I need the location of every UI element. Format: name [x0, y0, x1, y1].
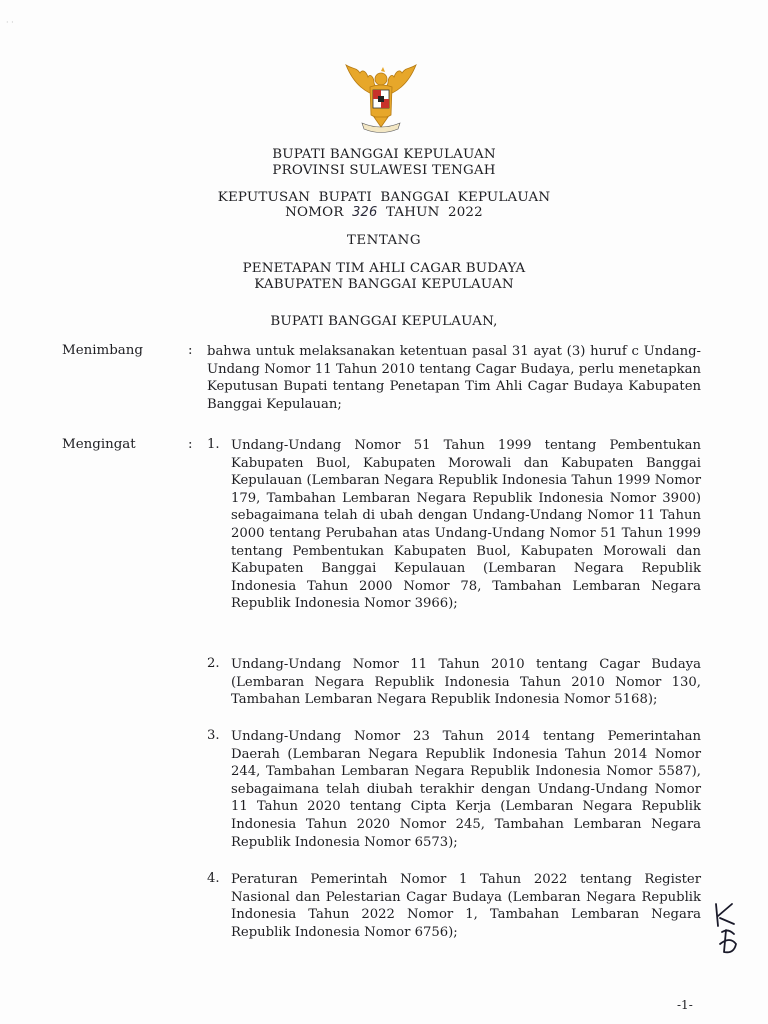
mengingat-item-text: Undang-Undang Nomor 11 Tahun 2010 tentang Cagar Budaya (Lembaran Negara Republik Indonesia Tahun 2010 Nomor 130, Tambahan Lembaran Negara Republik Indonesia Nomor 5168);: [231, 657, 701, 708]
mengingat-colon: :: [188, 437, 193, 452]
mengingat-item-number: 4.: [207, 871, 220, 886]
decree-number-line: [0, 205, 768, 220]
page-number: -1-: [677, 998, 693, 1012]
handwritten-initials-icon: [708, 900, 748, 956]
mengingat-label: Mengingat: [62, 437, 136, 452]
subject-line1: PENETAPAN TIM AHLI CAGAR BUDAYA: [242, 261, 526, 276]
menimbang-text: bahwa untuk melaksanakan ketentuan pasal 31 ayat (3) huruf c Undang-Undang Nomor 11 Tahun 2010 tentang Cagar Budaya, perlu menetapkan Keputusan Bupati tentang Penetapan Tim Ahli Cagar Budaya Kabupaten Banggai Kepulauan;: [207, 344, 701, 412]
decree-number-value: 326: [352, 205, 378, 220]
mengingat-item-number: 2.: [207, 656, 220, 671]
mengingat-item-text: Undang-Undang Nomor 51 Tahun 1999 tentang Pembentukan Kabupaten Buol, Kabupaten Morowali dan Kabupaten Banggai Kepulauan (Lembaran Negara Republik Indonesia Tahun 1999 Nomor 179, Tambahan Lembaran Negara Republik Indonesia Nomor 3900) sebagaimana telah di ubah dengan Undang-Undang Nomor 11 Tahun 2000 tentang Perubahan atas Undang-Undang Nomor 51 Tahun 1999 tentang Pembentukan Kabupaten Buol, Kabupaten Morowali dan Kabupaten Banggai Kepulauan (Lembaran Negara Republik Indonesia Tahun 2000 Nomor 78, Tambahan Lembaran Negara Republik Indonesia Nomor 3966);: [231, 438, 701, 612]
garuda-emblem-icon: [336, 57, 426, 137]
mengingat-item-number: 3.: [207, 728, 220, 743]
subject-line2: KABUPATEN BANGGAI KEPULAUAN: [254, 277, 514, 292]
issuer-line: BUPATI BANGGAI KEPULAUAN,: [270, 314, 498, 329]
mengingat-item-number: 1.: [207, 437, 220, 452]
mengingat-item-text: Peraturan Pemerintah Nomor 1 Tahun 2022 tentang Register Nasional dan Pelestarian Cagar Budaya (Lembaran Negara Republik Indonesia Tahun 2022 Nomor 1, Tambahan Lembaran Negara Republik Indonesia Nomor 6756);: [231, 872, 701, 940]
tentang-heading: TENTANG: [346, 233, 422, 248]
mengingat-item-text: Undang-Undang Nomor 23 Tahun 2014 tentang Pemerintahan Daerah (Lembaran Negara Republik Indonesia Tahun 2014 Nomor 244, Tambahan Lembaran Negara Republik Indonesia Nomor 5587), sebagaimana telah diubah terakhir dengan Undang-Undang Nomor 11 Tahun 2020 tentang Cipta Kerja (Lembaran Negara Republik Indonesia Tahun 2020 Nomor 245, Tambahan Lembaran Negara Republik Indonesia Nomor 6573);: [231, 729, 701, 850]
menimbang-label: Menimbang: [62, 343, 143, 358]
decree-year: TAHUN 2022: [385, 205, 483, 220]
regent-title-line1: BUPATI BANGGAI KEPULAUAN: [272, 147, 496, 162]
decree-number-prefix: NOMOR: [285, 205, 344, 220]
menimbang-colon: :: [188, 343, 193, 358]
scan-speck: · ·: [6, 18, 14, 27]
regent-title-line2: PROVINSI SULAWESI TENGAH: [272, 163, 496, 178]
decree-title: KEPUTUSAN BUPATI BANGGAI KEPULAUAN: [217, 190, 551, 205]
